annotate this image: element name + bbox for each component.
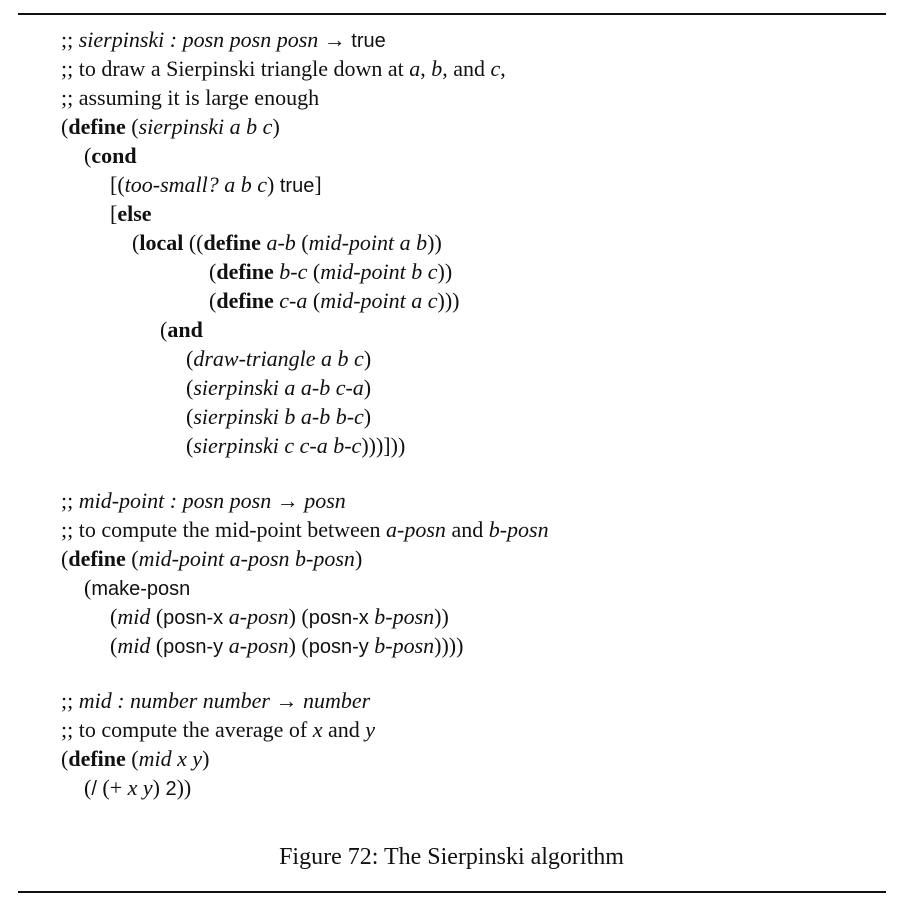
code-token: b-posn xyxy=(488,517,549,542)
code-token: ( xyxy=(295,230,309,255)
code-token: ) ( xyxy=(288,604,309,629)
code-line xyxy=(61,686,370,715)
code-token: x y xyxy=(127,775,153,800)
code-token: too-small? a b c xyxy=(124,172,268,197)
code-token: mid xyxy=(117,633,151,658)
code-token: sierpinski a a-b c-a xyxy=(193,375,364,400)
code-token: )) xyxy=(437,259,453,284)
code-token: ( xyxy=(84,575,92,600)
code-token: , and xyxy=(442,56,491,81)
code-token: ) xyxy=(267,172,280,197)
code-token: true xyxy=(351,30,386,52)
code-token: ( xyxy=(186,346,194,371)
code-token: ( xyxy=(150,633,164,658)
code-token: y xyxy=(365,717,375,742)
code-token: mid-point b c xyxy=(320,259,438,284)
code-token: mid-point : posn posn xyxy=(78,488,272,513)
code-line xyxy=(84,773,191,802)
code-token: true xyxy=(279,175,315,197)
code-line xyxy=(61,515,549,544)
code-token: ;; xyxy=(61,27,79,52)
code-token: ;; to draw a Sierpinski triangle down at xyxy=(61,56,410,81)
code-token: ( xyxy=(61,114,69,139)
code-token: (+ xyxy=(96,775,128,800)
code-token: sierpinski b a-b b-c xyxy=(193,404,364,429)
code-token: ( xyxy=(125,746,139,771)
code-token: ( xyxy=(84,775,92,800)
code-token: posn-x xyxy=(308,607,369,629)
code-token: )))])) xyxy=(361,433,406,458)
code-line xyxy=(61,744,209,773)
code-token: ) xyxy=(354,546,363,571)
code-line xyxy=(186,373,371,402)
code-line xyxy=(61,25,386,54)
code-token: a-b xyxy=(260,230,296,255)
code-token: ) xyxy=(272,114,280,139)
code-token: ( xyxy=(110,604,118,629)
code-token: ( xyxy=(150,604,164,629)
code-line xyxy=(84,573,190,602)
code-token: mid x y xyxy=(138,746,203,771)
bottom-rule xyxy=(18,891,886,893)
code-token: ( xyxy=(209,288,217,313)
code-token: → xyxy=(318,27,352,52)
code-token: ( xyxy=(160,317,168,342)
code-token: define xyxy=(203,230,261,255)
code-line xyxy=(186,431,405,460)
code-token: define xyxy=(216,259,274,284)
code-token: posn-x xyxy=(163,607,224,629)
code-token: ] xyxy=(314,172,322,197)
code-token: mid-point a c xyxy=(320,288,438,313)
code-token: make-posn xyxy=(91,578,191,600)
code-token: ;; assuming it is large enough xyxy=(61,85,320,110)
code-line xyxy=(110,170,322,199)
code-token: , xyxy=(420,56,432,81)
code-token: , xyxy=(500,56,506,81)
code-token: ( xyxy=(186,433,194,458)
code-token: [( xyxy=(110,172,125,197)
code-token: a-posn xyxy=(223,633,289,658)
code-line xyxy=(209,257,452,286)
code-token: define xyxy=(68,546,126,571)
code-line xyxy=(61,54,506,83)
code-token: define xyxy=(216,288,274,313)
code-token: )) xyxy=(176,775,192,800)
code-token: mid-point a-posn b-posn xyxy=(138,546,355,571)
code-token: ( xyxy=(186,404,194,429)
code-token: ) xyxy=(363,375,372,400)
code-token: a-posn xyxy=(223,604,289,629)
code-token: )) xyxy=(427,230,442,255)
code-token: ( xyxy=(209,259,217,284)
code-token: ))) xyxy=(437,288,460,313)
code-token: else xyxy=(117,201,152,226)
code-line xyxy=(61,83,319,112)
code-line xyxy=(110,199,152,228)
code-token: a-posn xyxy=(386,517,446,542)
code-token: ) ( xyxy=(288,633,309,658)
code-token: sierpinski : posn posn posn xyxy=(78,27,319,52)
code-token: local xyxy=(139,230,184,255)
code-token: mid xyxy=(117,604,151,629)
code-token: ( xyxy=(61,746,69,771)
code-token: ( xyxy=(84,143,92,168)
code-token: c-a xyxy=(273,288,308,313)
code-token: 2 xyxy=(165,778,177,800)
code-token: and xyxy=(322,717,366,742)
code-token: ) xyxy=(363,346,372,371)
code-token: ( xyxy=(307,288,321,313)
code-token: define xyxy=(68,114,126,139)
code-token: (( xyxy=(183,230,204,255)
code-token: )))) xyxy=(434,633,464,658)
code-line xyxy=(61,112,280,141)
code-token: ( xyxy=(125,114,139,139)
code-line xyxy=(186,402,371,431)
code-token: b-c xyxy=(273,259,308,284)
code-token: ( xyxy=(110,633,118,658)
code-token: → xyxy=(270,688,303,713)
code-token: [ xyxy=(110,201,118,226)
code-token: ;; xyxy=(61,688,79,713)
code-token: ( xyxy=(132,230,140,255)
code-token: sierpinski a b c xyxy=(138,114,273,139)
code-token: ) xyxy=(363,404,372,429)
code-token: ;; to compute the average of xyxy=(61,717,313,742)
code-line xyxy=(209,286,460,315)
code-line xyxy=(61,715,375,744)
code-token: mid-point a b xyxy=(308,230,428,255)
code-token: / xyxy=(91,778,97,800)
code-token: ;; to compute the mid-point between xyxy=(61,517,387,542)
code-token: sierpinski c c-a b-c xyxy=(193,433,362,458)
code-token: b-posn xyxy=(368,633,435,658)
code-token: b xyxy=(431,56,443,81)
code-token: a xyxy=(409,56,421,81)
code-token: ) xyxy=(202,746,210,771)
code-token: mid : number number xyxy=(78,688,270,713)
code-token: posn xyxy=(304,488,346,513)
code-line xyxy=(160,315,203,344)
code-token: posn-y xyxy=(163,636,224,658)
code-token: ( xyxy=(125,546,139,571)
code-token: )) xyxy=(434,604,449,629)
figure-caption: Figure 72: The Sierpinski algorithm xyxy=(279,844,624,870)
code-line xyxy=(186,344,371,373)
code-token: ( xyxy=(186,375,194,400)
code-line xyxy=(132,228,442,257)
code-token: c xyxy=(490,56,501,81)
code-token: ( xyxy=(307,259,321,284)
code-token: ( xyxy=(61,546,69,571)
code-token: and xyxy=(167,317,203,342)
code-token: posn-y xyxy=(308,636,369,658)
code-token: x xyxy=(312,717,323,742)
code-line xyxy=(110,602,449,631)
code-line xyxy=(110,631,463,660)
code-token: ;; xyxy=(61,488,79,513)
code-token: define xyxy=(68,746,126,771)
code-line xyxy=(61,544,362,573)
code-token: ) xyxy=(152,775,166,800)
code-token: draw-triangle a b c xyxy=(193,346,364,371)
code-line xyxy=(84,141,137,170)
code-token: and xyxy=(445,517,489,542)
code-token: number xyxy=(303,688,371,713)
code-line xyxy=(61,486,346,515)
code-token: cond xyxy=(91,143,137,168)
code-token: → xyxy=(271,488,305,513)
code-token: b-posn xyxy=(368,604,435,629)
